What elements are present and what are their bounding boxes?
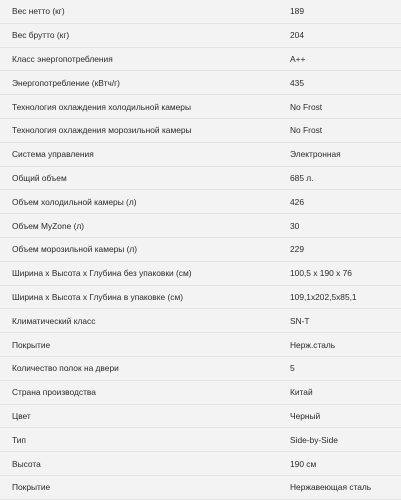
spec-value: SN-T [290,315,310,326]
spec-row [0,309,401,333]
spec-value: 5 [290,363,295,374]
spec-value: Черный [290,410,321,421]
spec-value: 229 [290,244,304,255]
spec-value: 30 [290,220,300,231]
spec-row [0,119,401,143]
spec-value: Side-by-Side [290,434,338,445]
spec-value: 435 [290,77,304,88]
spec-label: Объем морозильной камеры (л) [12,244,138,255]
spec-row [0,71,401,95]
spec-label: Цвет [12,410,31,421]
spec-row [0,452,401,476]
spec-value: 109,1х202,5х85,1 [290,291,357,302]
spec-value: 426 [290,196,304,207]
spec-value: Электронная [290,148,341,159]
spec-value: No Frost [290,101,323,112]
spec-label: Вес брутто (кг) [12,29,70,40]
spec-row [0,48,401,72]
spec-row [0,357,401,381]
spec-row [0,143,401,167]
spec-label: Высота [12,458,41,469]
spec-row [0,476,401,500]
spec-label: Климатический класс [12,315,96,326]
spec-row [0,0,401,24]
spec-value: 190 см [290,458,317,469]
spec-value: Нерж.сталь [290,339,336,350]
spec-value: Китай [290,386,313,397]
spec-label: Вес нетто (кг) [12,6,65,17]
spec-label: Покрытие [12,482,51,493]
spec-value: No Frost [290,125,323,136]
spec-label: Ширина х Высота х Глубина в упаковке (см) [12,291,184,302]
spec-label: Тип [12,434,26,445]
spec-label: Общий объем [12,172,67,183]
spec-row [0,24,401,48]
spec-row [0,286,401,310]
spec-row [0,262,401,286]
spec-row [0,428,401,452]
spec-row [0,405,401,429]
spec-label: Страна производства [12,386,96,397]
spec-label: Количество полок на двери [12,363,119,374]
spec-value: 204 [290,29,304,40]
spec-row [0,238,401,262]
spec-row [0,190,401,214]
spec-label: Класс энергопотребления [12,53,113,64]
spec-value: 100,5 х 190 х 76 [290,267,352,278]
spec-label: Энергопотребление (кВтч/г) [12,77,120,88]
spec-value: 189 [290,6,304,17]
spec-label: Покрытие [12,339,51,350]
spec-label: Ширина х Высота х Глубина без упаковки (см) [12,267,192,278]
spec-row [0,333,401,357]
spec-label: Технология охлаждения холодильной камеры [12,101,191,112]
spec-row [0,214,401,238]
spec-label: Технология охлаждения морозильной камеры [12,125,192,136]
spec-label: Объем MyZone (л) [12,220,85,231]
spec-value: Нержавеющая сталь [290,482,372,493]
spec-value: 685 л. [290,172,314,183]
spec-row [0,167,401,191]
spec-row [0,381,401,405]
spec-row [0,95,401,119]
spec-label: Объем холодильной камеры (л) [12,196,137,207]
spec-label: Система управления [12,148,94,159]
spec-value: A++ [290,53,306,64]
